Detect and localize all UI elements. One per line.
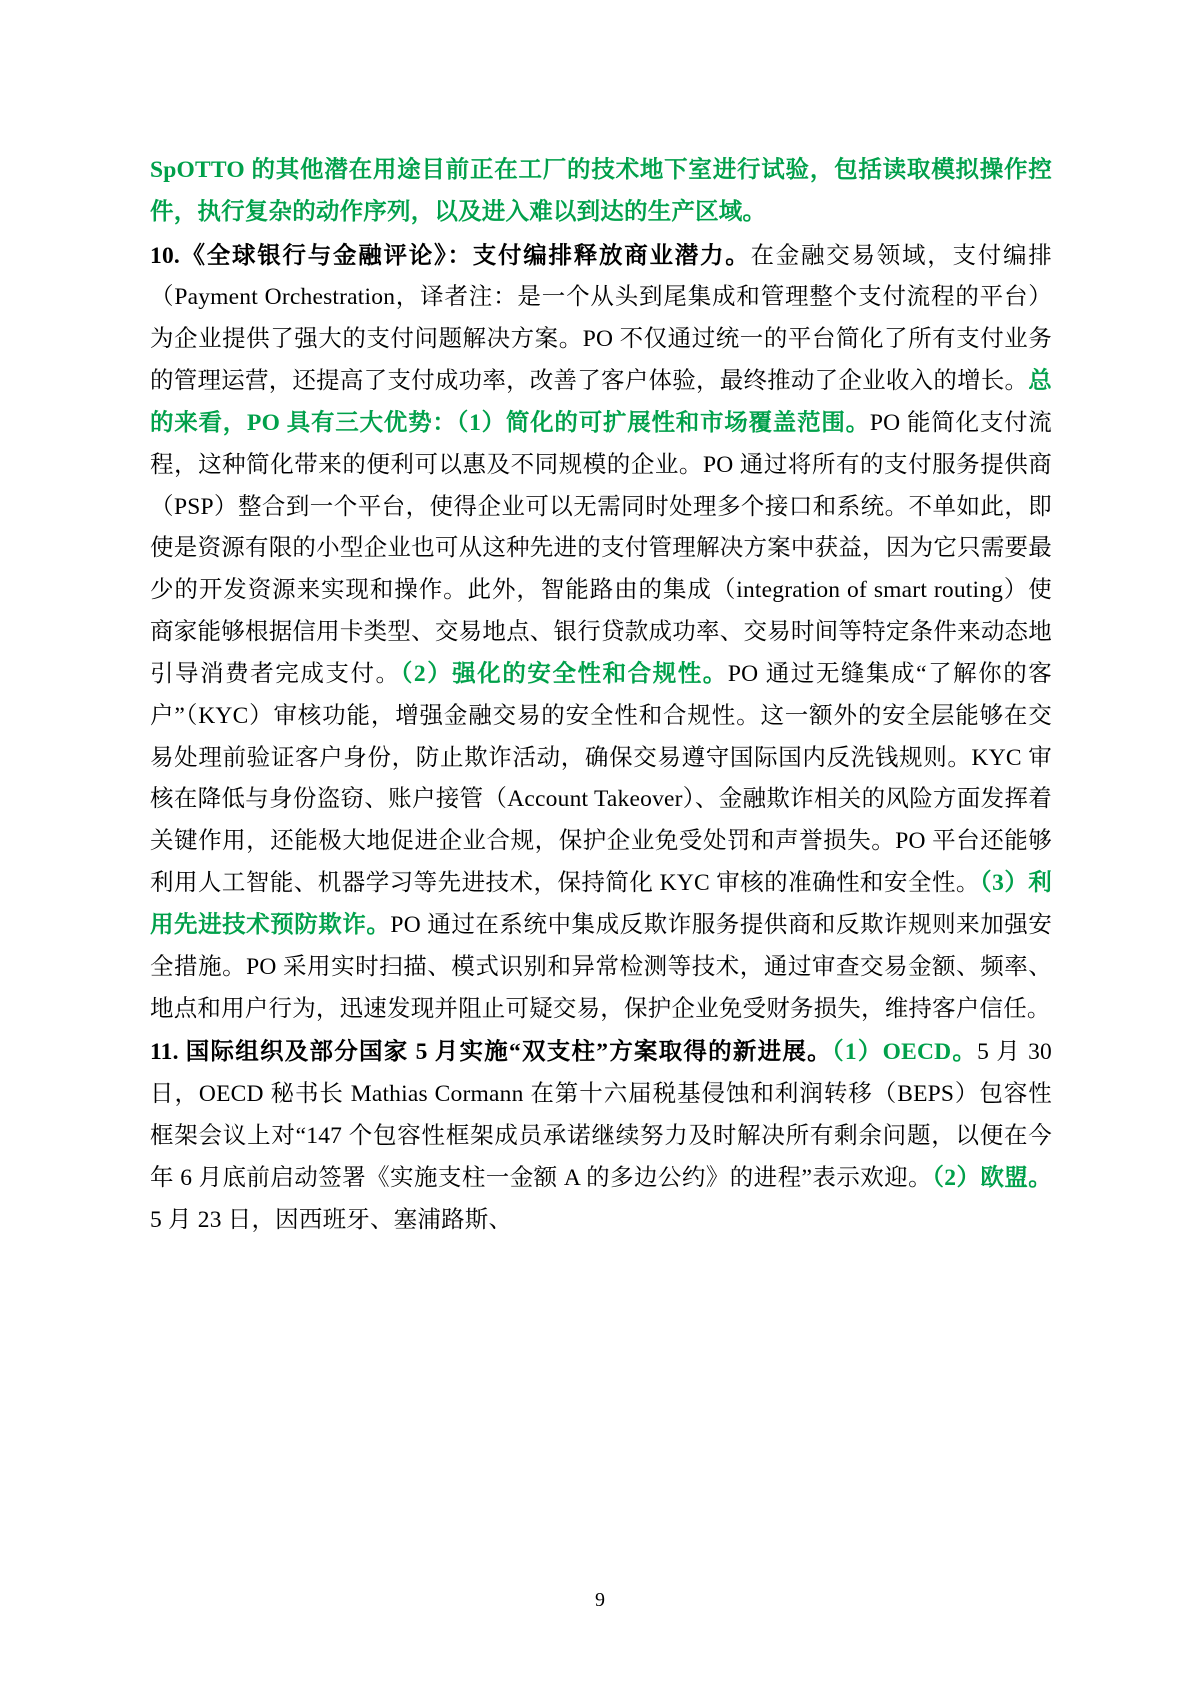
text-segment-body: 5 月 30 日，OECD 秘书长 Mathias Cormann 在第十六届税基侵蚀和利润转移（BEPS）包容性框架会议上对“147 个包容性框架成员承诺继续努力及时解决所有剩余问题，以便在今年 6 月底前启动签署《实施支柱一金额 A 的多边公约》的进程”表示欢迎。: [150, 1039, 1052, 1191]
text-segment-green: （3）利用先进技术预防欺诈。: [150, 870, 1052, 938]
text-segment-body: PO 能简化支付流程，这种简化带来的便利可以惠及不同规模的企业。PO 通过将所有的支付服务提供商（PSP）整合到一个平台，使得企业可以无需同时处理多个接口和系统。不单如此，即使是资源有限的小型企业也可从这种先进的支付管理解决方案中获益，因为它只需要最少的开发资源来实现和操作。此外，智能路由的集成（integration of smart routing）使商家能够根据信用卡类型、交易地点、银行贷款成功率、交易时间等特定条件来动态地引导消费者完成支付。: [150, 409, 1052, 687]
paragraph-spotto: [150, 150, 1052, 234]
text-segment-heading: 10.《全球银行与金融评论》：支付编排释放商业潜力。: [150, 242, 751, 269]
text-segment-body: PO 通过无缝集成“了解你的客户”（KYC）审核功能，增强金融交易的安全性和合规性。这一额外的安全层能够在交易处理前验证客户身份，防止欺诈活动，确保交易遵守国际国内反洗钱规则。KYC 审核在降低与身份盗窃、账户接管（Account Takeover）、金融欺诈相关的风险方面发挥着关键作用，还能极大地促进企业合规，保护企业免受处罚和声誉损失。PO 平台还能够利用人工智能、机器学习等先进技术，保持简化 KYC 审核的准确性和安全性。: [150, 660, 1052, 897]
text-segment-body: PO 通过在系统中集成反欺诈服务提供商和反欺诈规则来加强安全措施。PO 采用实时扫描、模式识别和异常检测等技术，通过审查交易金额、频率、地点和用户行为，迅速发现并阻止可疑交易，保护企业免受财务损失，维持客户信任。: [150, 911, 1053, 1022]
text-segment-heading: 11. 国际组织及部分国家 5 月实施“双支柱”方案取得的新进展。: [150, 1039, 832, 1066]
paragraph-item-11: [150, 1032, 1052, 1241]
page-number: 9: [595, 1589, 605, 1611]
text-segment-body: 5 月 23 日，因西班牙、塞浦路斯、: [150, 1206, 513, 1233]
text-segment-green: （2）欧盟。: [932, 1164, 1052, 1191]
text-segment-green: （1）OECD。: [831, 1039, 978, 1066]
text-segment-green: SpOTTO 的其他潜在用途目前正在工厂的技术地下室进行试验，包括读取模拟操作控件，执行复杂的动作序列，以及进入难以到达的生产区域。: [150, 157, 1052, 225]
text-segment-body: 在金融交易领域，支付编排（Payment Orchestration，译者注：是一个从头到尾集成和管理整个支付流程的平台）为企业提供了强大的支付问题解决方案。PO 不仅通过统一的平台简化了所有支付业务的管理运营，还提高了支付成功率，改善了客户体验，最终推动了企业收入的增长。: [150, 242, 1053, 395]
text-segment-green: 总的来看，PO 具有三大优势：（1）简化的可扩展性和市场覆盖范围。: [150, 368, 1052, 436]
paragraph-item-10: [150, 236, 1052, 1031]
text-segment-green: （2）强化的安全性和合规性。: [400, 660, 728, 687]
